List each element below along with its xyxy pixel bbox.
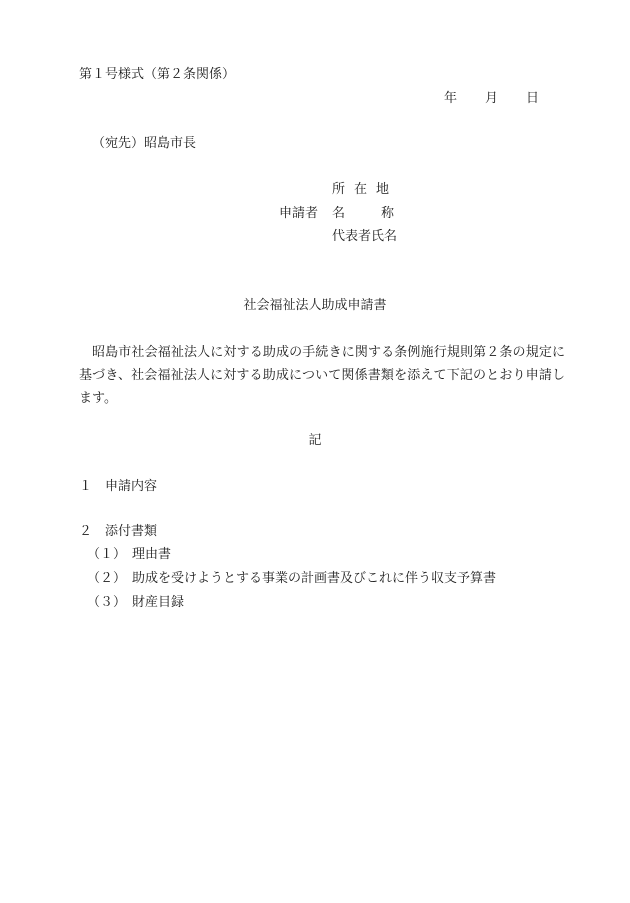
- name-label-second: 称: [381, 206, 395, 221]
- item-application-content: [79, 478, 157, 496]
- name-label: [332, 205, 394, 223]
- item-label: 添付書類: [105, 524, 158, 539]
- attachment-number: （２）: [87, 571, 127, 586]
- attachment-number: （３）: [87, 595, 127, 610]
- document-title: 社会福祉法人助成申請書: [243, 298, 387, 313]
- date-line: [444, 90, 539, 108]
- attachment-item: [87, 570, 496, 588]
- attachment-label: 財産目録: [132, 595, 185, 610]
- form-number: 第１号様式（第２条関係）: [79, 67, 236, 82]
- item-attachments: [79, 523, 157, 541]
- attachment-number: （１）: [87, 547, 127, 562]
- attachment-label: 理由書: [132, 547, 172, 562]
- address-label: 所在地: [332, 182, 399, 197]
- item-number: ２: [79, 524, 93, 539]
- item-label: 申請内容: [105, 479, 158, 494]
- name-label-first: 名: [332, 206, 346, 221]
- body-paragraph: 昭島市社会福祉法人に対する助成の手続きに関する条例施行規則第２条の規定に基づき、社会福祉法人に対する助成について関係書類を添えて下記のとおり申請します。: [79, 345, 565, 406]
- representative-label: 代表者氏名: [332, 229, 398, 244]
- item-number: １: [79, 479, 93, 494]
- addressee: （宛先）昭島市長: [92, 136, 197, 151]
- date-month-label: 月: [485, 91, 499, 106]
- date-day-label: 日: [526, 91, 540, 106]
- attachment-label: 助成を受けようとする事業の計画書及びこれに伴う収支予算書: [132, 571, 497, 586]
- note-mark: 記: [308, 433, 322, 448]
- attachment-item: [87, 594, 184, 612]
- applicant-role-label: 申請者: [279, 206, 319, 221]
- date-year-label: 年: [444, 91, 458, 106]
- attachment-item: [87, 546, 171, 564]
